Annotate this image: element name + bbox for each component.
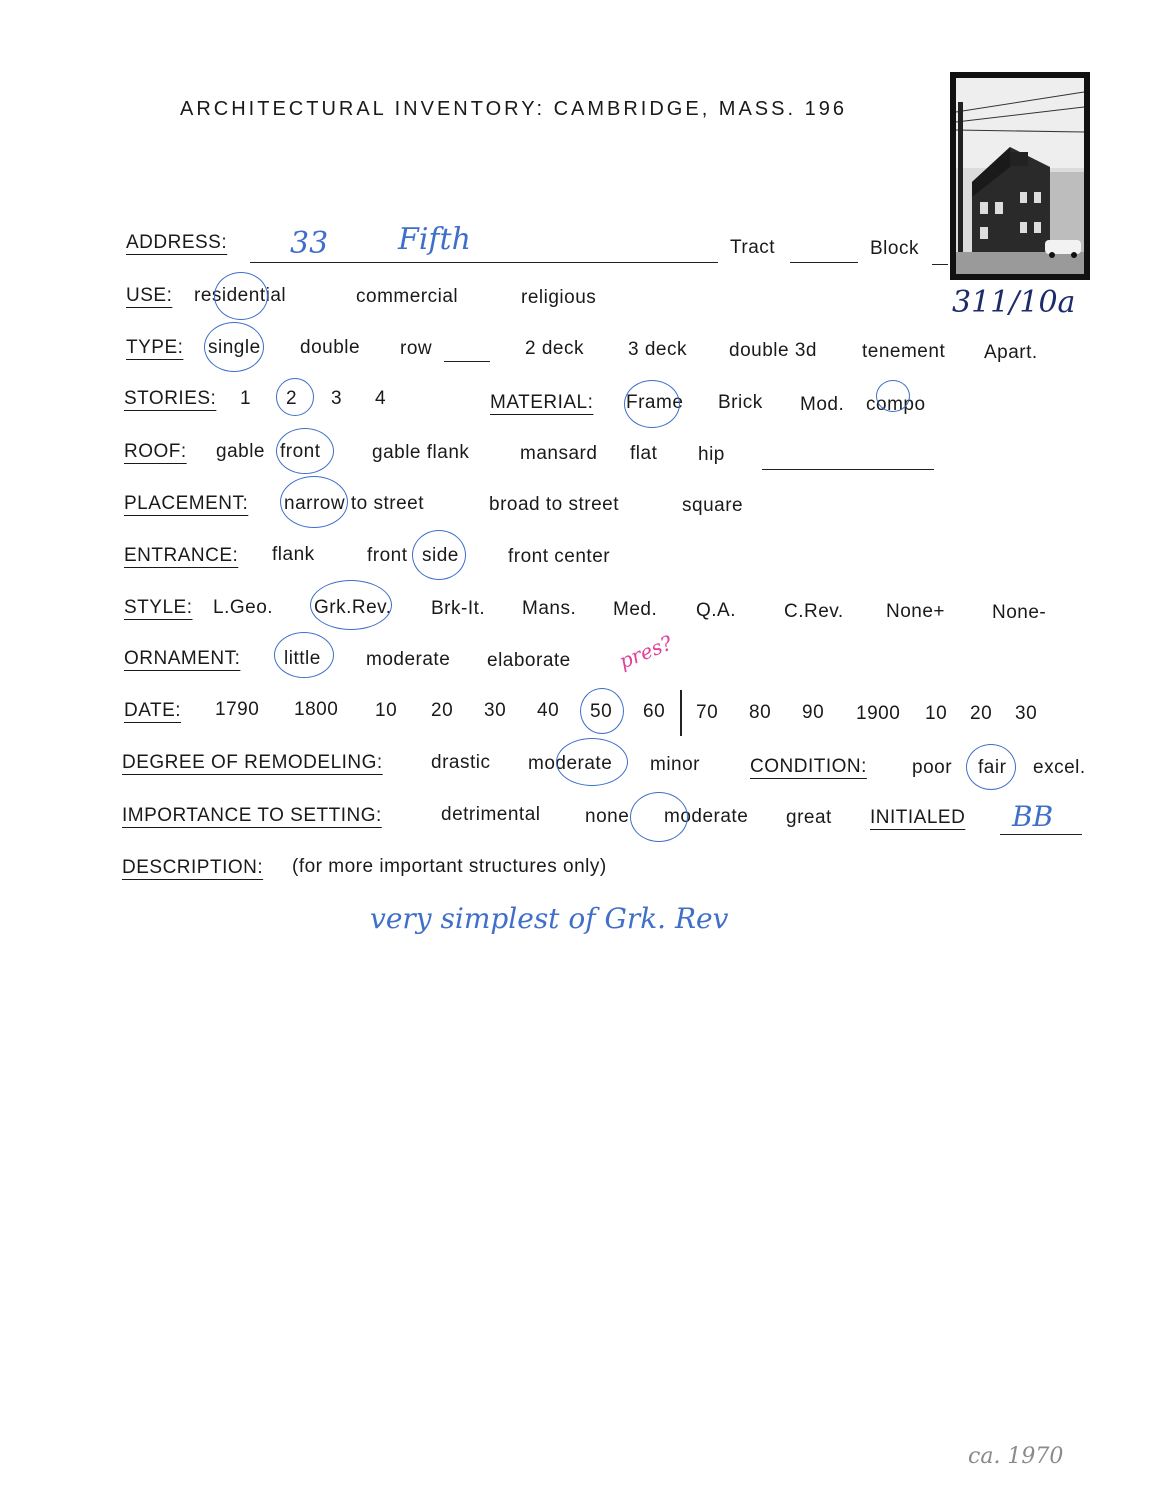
remodeling-option-drastic: drastic — [431, 752, 491, 773]
remodeling-option-moderate: moderate — [528, 753, 613, 774]
date-option-80: 80 — [749, 702, 772, 723]
date-option-1800: 1800 — [294, 699, 339, 720]
type-label: TYPE: — [126, 337, 184, 358]
selection-circle — [310, 580, 392, 630]
material-option-compo: compo — [866, 394, 926, 415]
date-option-20: 20 — [431, 700, 454, 721]
row-blank-line — [444, 361, 490, 362]
importance-option-great: great — [786, 807, 832, 828]
initialed-label: INITIALED — [870, 807, 966, 828]
date-option-10: 10 — [375, 700, 398, 721]
selection-circle — [966, 744, 1016, 790]
placement-option-narrow: narrow to street — [284, 493, 424, 514]
initialed-line — [1000, 834, 1082, 835]
date-option-1930: 30 — [1015, 703, 1038, 724]
date-option-1920: 20 — [970, 703, 993, 724]
date-option-60: 60 — [643, 701, 666, 722]
style-option-none-plus: None+ — [886, 601, 946, 622]
house-photo-image — [950, 72, 1090, 280]
selection-circle — [274, 632, 334, 678]
selection-circle — [876, 380, 910, 412]
type-option-double: double — [300, 337, 361, 358]
condition-option-poor: poor — [912, 757, 953, 778]
placement-label: PLACEMENT: — [124, 493, 249, 514]
importance-label: IMPORTANCE TO SETTING: — [122, 805, 382, 826]
selection-circle — [624, 380, 680, 428]
type-option-single: single — [208, 337, 261, 358]
stories-option-1: 1 — [240, 388, 252, 409]
date-option-40: 40 — [537, 700, 560, 721]
use-option-religious: religious — [521, 287, 597, 308]
roof-label: ROOF: — [124, 441, 187, 462]
style-option-brkit: Brk-It. — [431, 598, 486, 619]
tract-line — [790, 262, 858, 263]
style-option-none-minus: None- — [992, 602, 1047, 623]
selection-circle — [280, 476, 348, 528]
material-option-mod: Mod. — [800, 394, 845, 415]
entrance-option-flank: flank — [272, 544, 315, 565]
importance-option-detrimental: detrimental — [441, 804, 541, 825]
selection-circle — [204, 322, 264, 372]
roof-option-hip: hip — [698, 444, 725, 465]
date-label: DATE: — [124, 700, 182, 721]
remodeling-option-minor: minor — [650, 754, 701, 775]
selection-circle — [276, 378, 314, 416]
date-option-1790: 1790 — [215, 699, 260, 720]
entrance-label: ENTRANCE: — [124, 545, 239, 566]
roof-option-front: front — [280, 441, 321, 462]
form-title: ARCHITECTURAL INVENTORY: CAMBRIDGE, MASS. 196 — [180, 98, 847, 120]
stories-option-2: 2 — [286, 388, 298, 409]
address-line — [250, 262, 718, 263]
type-option-3-deck: 3 deck — [628, 339, 687, 360]
stories-option-4: 4 — [375, 388, 387, 409]
date-option-90: 90 — [802, 702, 825, 723]
type-option-double-3d: double 3d — [729, 340, 817, 361]
description-label: DESCRIPTION: — [122, 857, 264, 878]
type-option-row: row — [400, 338, 433, 359]
style-option-crev: C.Rev. — [784, 601, 844, 622]
importance-option-moderate: moderate — [664, 806, 749, 827]
address-label: ADDRESS: — [126, 232, 228, 253]
use-option-residential: residential — [194, 285, 287, 306]
material-option-frame: Frame — [626, 392, 684, 413]
importance-option-none: none — [585, 806, 630, 827]
condition-option-excel: excel. — [1033, 757, 1086, 778]
style-option-med: Med. — [613, 599, 658, 620]
selection-circle — [214, 272, 268, 320]
type-option-tenement: tenement — [862, 341, 946, 362]
stories-label: STORIES: — [124, 388, 217, 409]
ornament-option-elaborate: elaborate — [487, 650, 571, 671]
entrance-option-front: front — [367, 545, 408, 566]
roof-option-gable: gable — [216, 441, 265, 462]
style-option-lgeo: L.Geo. — [213, 597, 274, 618]
description-note: (for more important structures only) — [292, 856, 607, 877]
roof-option-gable-flank: gable flank — [372, 442, 470, 463]
date-option-1910: 10 — [925, 703, 948, 724]
roof-option-mansard: mansard — [520, 443, 598, 464]
entrance-option-front-center: front center — [508, 546, 611, 567]
style-option-qa: Q.A. — [696, 600, 737, 621]
address-street: Fifth — [398, 222, 471, 257]
placement-option-square: square — [682, 495, 744, 516]
stories-option-3: 3 — [331, 388, 343, 409]
selection-circle — [556, 738, 628, 786]
type-option-apart: Apart. — [984, 342, 1038, 363]
condition-option-fair: fair — [978, 757, 1007, 778]
date-annotation: pres? — [615, 630, 676, 674]
roof-blank-line — [762, 469, 934, 470]
entrance-option-side: side — [422, 545, 459, 566]
style-label: STYLE: — [124, 597, 193, 618]
selection-circle — [630, 792, 688, 842]
selection-circle — [580, 688, 624, 734]
style-option-grkrev: Grk.Rev. — [314, 597, 392, 618]
material-label: MATERIAL: — [490, 392, 594, 413]
remodeling-label: DEGREE OF REMODELING: — [122, 752, 383, 773]
use-label: USE: — [126, 285, 173, 306]
ornament-option-little: little — [284, 648, 321, 669]
date-divider-mark — [680, 690, 682, 736]
condition-label: CONDITION: — [750, 756, 867, 777]
date-option-50: 50 — [590, 701, 613, 722]
block-label: Block — [870, 238, 919, 259]
roof-option-flat: flat — [630, 443, 658, 464]
material-option-brick: Brick — [718, 392, 763, 413]
ornament-option-moderate: moderate — [366, 649, 451, 670]
placement-option-broad: broad to street — [489, 494, 620, 515]
ornament-label: ORNAMENT: — [124, 648, 241, 669]
building-photo — [950, 72, 1090, 280]
footer-date: ca. 1970 — [968, 1444, 1064, 1469]
date-option-30: 30 — [484, 700, 507, 721]
selection-circle — [276, 428, 334, 474]
initialed-value: BB — [1012, 800, 1054, 833]
type-option-2-deck: 2 deck — [525, 338, 584, 359]
description-text: very simplest of Grk. Rev — [370, 902, 729, 935]
address-number: 33 — [290, 226, 329, 261]
date-option-1900: 1900 — [856, 703, 901, 724]
block-line — [932, 264, 948, 265]
photo-number: 311/10a — [952, 285, 1076, 320]
selection-circle — [412, 530, 466, 580]
date-option-70: 70 — [696, 702, 719, 723]
style-option-mans: Mans. — [522, 598, 577, 619]
tract-label: Tract — [730, 237, 776, 258]
use-option-commercial: commercial — [356, 286, 459, 307]
